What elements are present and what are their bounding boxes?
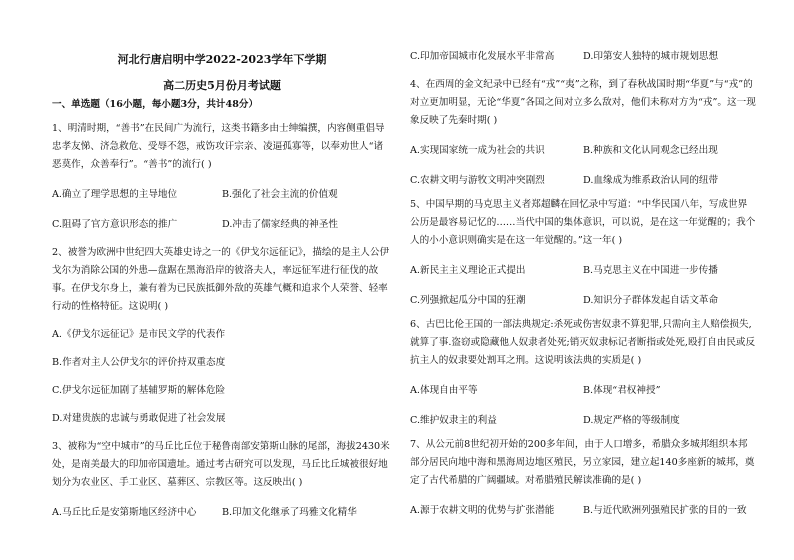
option-b[interactable]: B.印加文化继承了玛雅文化精华 xyxy=(222,507,357,518)
option-a[interactable]: A.《伊戈尔远征记》是市民文学的代表作 xyxy=(52,329,226,340)
question-3: 3、被称为“空中城市”的马丘比丘位于秘鲁南部安第斯山脉的尾部，海拔2430米处，是南美最大的印加帝国遗址。通过考古研究可以发现，马丘比丘城被很好地划分为农业区、手工业区、墓葬区、宗教区等。这反映出( ) xyxy=(52,441,390,488)
option-d[interactable]: D.印第安人独特的城市规划思想 xyxy=(583,51,719,62)
question-6-options-row2 xyxy=(410,412,756,430)
option-c[interactable]: C.维护奴隶主的利益 xyxy=(410,415,497,426)
option-d[interactable]: D.规定严格的等级制度 xyxy=(583,415,680,426)
option-b[interactable]: B.强化了社会主流的价值观 xyxy=(222,189,338,200)
question-5: 5、中国早期的马克思主义者郑超麟在回忆录中写道：“中华民国八年，写成世界公历是最容易记忆的……当代中国的集体意识，可以说，是在这一年觉醒的；我个人的小小意识则确实是在这一年觉醒的。”这一年( ) xyxy=(410,199,756,246)
option-c[interactable]: C.农耕文明与游牧文明冲突剧烈 xyxy=(410,175,545,186)
left-column xyxy=(52,44,392,522)
option-c[interactable]: C.印加帝国城市化发展水平非常高 xyxy=(410,51,555,62)
option-c[interactable]: C.伊戈尔远征加剧了基辅罗斯的解体危险 xyxy=(52,385,226,396)
question-7-options-row1 xyxy=(410,502,756,520)
question-1: 1、明清时期，“善书”在民间广为流行，这类书籍多由士绅编撰，内容侧重倡导忠孝友悌、济急救危、受辱不怨，戒饬攻讦宗亲、凌逼孤寡等，以奉劝世人“诸恶莫作，众善奉行”。“善书”的流行( ) xyxy=(52,123,385,170)
option-a[interactable]: A.源于农耕文明的优势与扩张潜能 xyxy=(410,505,555,516)
right-column xyxy=(410,48,756,520)
question-1-options-row2 xyxy=(52,216,392,234)
question-4: 4、在西周的金文纪录中已经有“戎”“夷”之称，到了春秋战国时期“华夏”与“戎”的对立更加明显，无论“华夏”各国之间对立多么敌对，他们未称对方为“戎”。这一现象反映了先秦时期( ) xyxy=(410,79,756,126)
option-b[interactable]: B.与近代欧洲列强殖民扩张的目的一致 xyxy=(583,505,747,516)
option-c[interactable]: C.列强掀起瓜分中国的狂潮 xyxy=(410,295,526,306)
question-4-options-row2 xyxy=(410,172,756,190)
option-d[interactable]: D.冲击了儒家经典的神圣性 xyxy=(222,219,338,230)
question-3-options-row2 xyxy=(410,48,756,66)
section-heading: 一、单选题（16小题，每小题3分，共计48分） xyxy=(52,99,259,110)
question-3-options-row1 xyxy=(52,504,392,522)
option-d[interactable]: D.知识分子群体发起自话文革命 xyxy=(583,295,719,306)
question-6: 6、古巴比伦王国的一部法典规定:杀死或伤害奴隶不算犯罪,只需向主人赔偿损失,就算了事.盗窃或隐藏他人奴隶者处死;销灭奴隶标记者断指或处死,殴打自由民或反抗主人的奴隶要处割耳之刑。这说明该法典的实质是( ) xyxy=(410,319,756,366)
option-b[interactable]: B.作者对主人公伊戈尔的评价持双重态度 xyxy=(52,357,226,368)
option-c[interactable]: C.阻碍了官方意识形态的推广 xyxy=(52,219,178,230)
option-b[interactable]: B.体现“君权神授” xyxy=(583,385,661,396)
option-a[interactable]: A.新民主主义理论正式提出 xyxy=(410,265,526,276)
option-a[interactable]: A.确立了理学思想的主导地位 xyxy=(52,189,178,200)
option-a[interactable]: A.体现自由平等 xyxy=(410,385,478,396)
question-2-option-d xyxy=(52,410,392,428)
question-2-option-b xyxy=(52,354,392,372)
exam-title-line2: 高二历史5月份月考试题 xyxy=(163,79,281,92)
option-d[interactable]: D.对建贵族的忠诚与勇敢促进了社会发展 xyxy=(52,413,226,424)
question-2-option-c xyxy=(52,382,392,400)
question-5-options-row2 xyxy=(410,292,756,310)
option-d[interactable]: D.血缘成为维系政治认同的纽带 xyxy=(583,175,719,186)
question-2: 2、被誉为欧洲中世纪四大英雄史诗之一的《伊戈尔远征记》，描绘的是主人公伊戈尔为消除公国的外患—盘踞在黑海沿岸的彼洛夫人，率远征军进行征伐的故事。在伊戈尔身上，兼有着为已民族抵御外敌的英雄气概和追求个人荣誉、轻率行动的性格特征。这说明( ) xyxy=(52,247,390,312)
option-a[interactable]: A.马丘比丘是安第斯地区经济中心 xyxy=(52,507,197,518)
question-7: 7、从公元前8世纪初开始的200多年间，由于人口增多，希腊众多城邦组织本邦部分居民向地中海和黑海周边地区殖民，另立家园，建立起140多座新的城邦，奠定了古代希腊的广阔疆域。对希腊殖民解读准确的是( ) xyxy=(410,439,755,486)
option-b[interactable]: B.种族和文化认同观念已经出现 xyxy=(583,145,718,156)
question-2-option-a xyxy=(52,326,392,344)
option-b[interactable]: B.马克思主义在中国进一步传播 xyxy=(583,265,718,276)
question-1-options-row1 xyxy=(52,186,392,204)
exam-title-line1: 河北行唐启明中学2022-2023学年下学期 xyxy=(117,53,327,66)
question-5-options-row1 xyxy=(410,262,756,280)
question-4-options-row1 xyxy=(410,142,756,160)
option-a[interactable]: A.实现国家统一成为社会的共识 xyxy=(410,145,545,156)
question-6-options-row1 xyxy=(410,382,756,400)
